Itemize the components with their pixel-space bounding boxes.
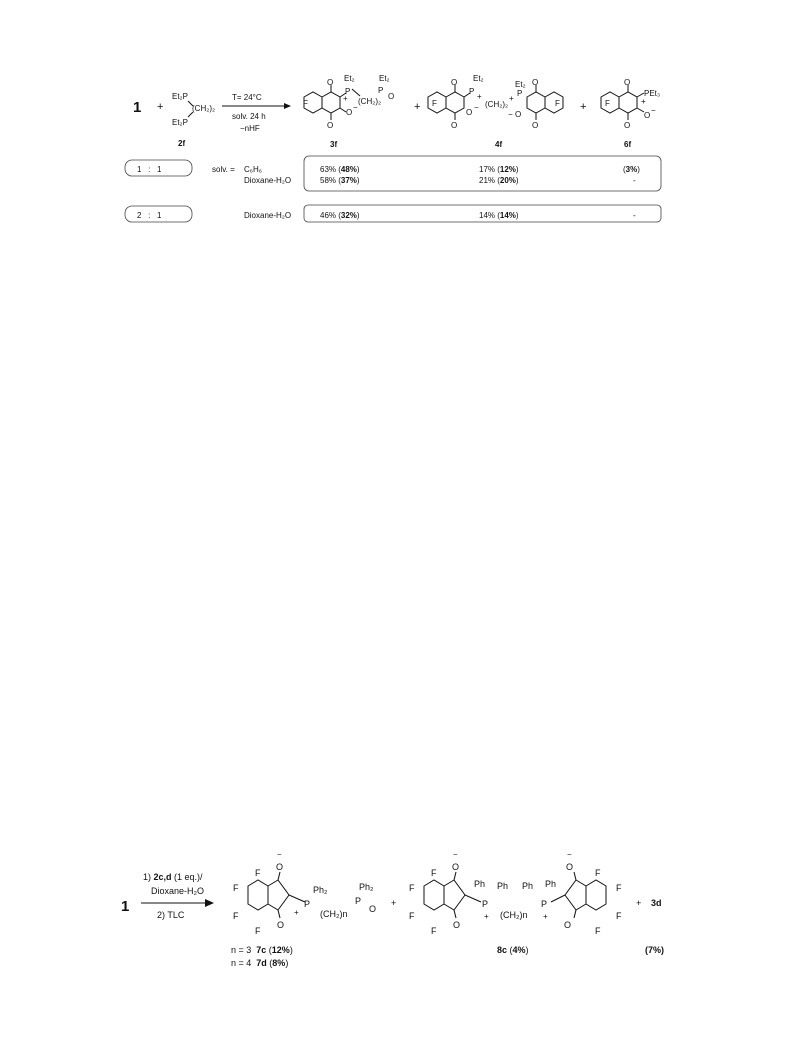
- scheme-2: [121, 850, 664, 968]
- product-3f: [303, 74, 394, 149]
- 8c-phosphonium-left: P: [482, 899, 489, 909]
- 4f-fluoro-ring-right: F: [555, 99, 560, 108]
- 4f-linker: (CH₂)₂: [485, 100, 509, 109]
- 4f-carbonyl-top-right: O: [532, 78, 539, 87]
- 4f-carbonyl-bottom-right: O: [532, 121, 539, 130]
- 8c-fluoro-7: F: [616, 911, 622, 921]
- 3f-charge-plus: +: [343, 94, 348, 103]
- reagent-2f-label: 2f: [178, 139, 186, 148]
- product-7: [231, 850, 376, 968]
- product-3d-yield: (7%): [645, 945, 665, 955]
- row2-yield-4f: 21% (20%): [479, 176, 519, 185]
- plus-sign-5: +: [636, 898, 642, 908]
- 4f-carbonyl-bottom-left: O: [451, 121, 458, 130]
- reactant-1-label-2: 1: [121, 898, 130, 915]
- 4f-et2-right: Et₂: [515, 80, 526, 89]
- row2-yield-6f: -: [633, 176, 636, 185]
- 8c-fluoro-3: F: [409, 911, 415, 921]
- arrow-condition-solvent: solv. 24 h: [232, 112, 266, 121]
- 3f-phosphine-oxide-o: O: [388, 92, 395, 101]
- product-3d-label: 3d: [651, 898, 662, 908]
- product-3f-label: 3f: [330, 140, 338, 149]
- product-6f-label: 6f: [624, 140, 632, 149]
- product-6f: [601, 78, 660, 149]
- 7-ph2-b: Ph₂: [359, 882, 374, 892]
- 8c-ph-1: Ph: [474, 879, 486, 889]
- row3-yield-3f: 46% (32%): [320, 211, 360, 220]
- 6f-carbonyl-top: O: [624, 78, 631, 87]
- reaction-arrow-2: [141, 872, 214, 920]
- solvent-dioxane-1: Dioxane-H₂O: [244, 176, 292, 185]
- 6f-charge-plus: +: [641, 97, 646, 106]
- row3-yield-4f: 14% (14%): [479, 211, 519, 220]
- row2-yield-3f: 58% (37%): [320, 176, 360, 185]
- 7-phosphine-oxide-p: P: [355, 896, 362, 906]
- 3f-charge-minus: −: [353, 103, 358, 112]
- reaction-arrow-1: [222, 93, 291, 133]
- 7-fluoro-3: F: [233, 911, 239, 921]
- plus-sign-3: +: [580, 101, 587, 113]
- 4f-phosphonium-right: P: [517, 89, 523, 98]
- 3f-phosphine-oxide-p: P: [378, 86, 384, 95]
- 7-fluoro-4: F: [255, 926, 261, 936]
- scheme-1: [125, 74, 661, 222]
- 7-phosphine-oxide-o: O: [369, 904, 377, 914]
- 4f-oxide-left: O: [466, 108, 473, 117]
- reagent-group-et2p-top: Et₂P: [172, 92, 188, 101]
- 8c-fluoro-6: F: [616, 883, 622, 893]
- 8c-charge-minus-left: −: [453, 850, 458, 859]
- ratio-1-1: 1 : 1: [137, 165, 162, 174]
- solvent-prefix: solv. =: [212, 165, 235, 174]
- ratio-2-1: 2 : 1: [137, 211, 162, 220]
- 8c-fluoro-2: F: [409, 883, 415, 893]
- 8c-carbonyl-left: O: [453, 920, 461, 930]
- solvent-dioxane-2: Dioxane-H₂O: [244, 211, 292, 220]
- 8c-entry: 8c (4%): [497, 945, 529, 955]
- step1-reagent: 1) 2c,d (1 eq.)/: [143, 872, 203, 882]
- 4f-charge-minus-left: −: [474, 103, 479, 112]
- 8c-ph-4: Ph: [545, 879, 557, 889]
- product-4f: [428, 74, 563, 149]
- 6f-fluoro-ring: F: [605, 99, 610, 108]
- arrow-condition-hf: −nHF: [240, 124, 260, 133]
- 8c-oxide-left: O: [452, 862, 460, 872]
- reagent-group-et2p-bottom: Et₂P: [172, 118, 188, 127]
- 6f-carbonyl-bottom: O: [624, 121, 631, 130]
- 3f-linker: (CH₂)₂: [358, 97, 382, 106]
- 8c-fluoro-1: F: [431, 868, 437, 878]
- plus-sign: +: [157, 101, 164, 113]
- solvent-benzene: C₆H₆: [244, 165, 263, 174]
- 7c-entry: n = 3 7c (12%): [231, 945, 293, 955]
- 3f-phosphonium: P: [345, 87, 351, 96]
- step2-tlc: 2) TLC: [157, 910, 185, 920]
- 6f-charge-minus: −: [651, 106, 656, 115]
- yield-table: [125, 156, 661, 222]
- 4f-charge-plus-left: +: [477, 92, 482, 101]
- row3-yield-6f: -: [633, 211, 636, 220]
- 7-carbonyl: O: [277, 920, 285, 930]
- 3f-fluoro-ring: F: [303, 99, 308, 108]
- 8c-fluoro-8: F: [595, 926, 601, 936]
- 8c-charge-minus-right: −: [567, 850, 572, 859]
- arrow-condition-temp: T= 24°C: [232, 93, 262, 102]
- row1-yield-3f: 63% (48%): [320, 165, 360, 174]
- 4f-charge-plus-right: +: [509, 94, 514, 103]
- 4f-charge-minus-right: −: [508, 110, 513, 119]
- 8c-fluoro-5: F: [595, 868, 601, 878]
- 4f-phosphonium-left: P: [469, 87, 475, 96]
- 8c-fluoro-4: F: [431, 926, 437, 936]
- reagent-2f: [172, 92, 215, 148]
- row1-yield-4f: 17% (12%): [479, 165, 519, 174]
- 7-charge-plus: +: [294, 908, 299, 917]
- 8c-ph-3: Ph: [522, 881, 534, 891]
- step1-solvent: Dioxane-H₂O: [151, 886, 205, 896]
- product-4f-label: 4f: [495, 140, 503, 149]
- 3f-carbonyl-top: O: [327, 78, 334, 87]
- 4f-oxide-right: O: [515, 110, 522, 119]
- 8c-linker: (CH₂)n: [500, 910, 528, 920]
- plus-sign-2: +: [414, 101, 421, 113]
- 8c-ph-2: Ph: [497, 881, 509, 891]
- 7-oxide: O: [276, 862, 284, 872]
- 8c-charge-plus-right: +: [543, 912, 548, 921]
- plus-sign-4: +: [391, 898, 397, 908]
- 8c-carbonyl-right: O: [564, 920, 572, 930]
- 4f-fluoro-ring-left: F: [432, 99, 437, 108]
- 4f-et2-left: Et₂: [473, 74, 484, 83]
- product-8c: [409, 850, 622, 955]
- 8c-phosphonium-right: P: [541, 899, 548, 909]
- 7-ph2-a: Ph₂: [313, 885, 328, 895]
- 3f-et2-a: Et₂: [344, 74, 355, 83]
- 6f-pet3: PEt₃: [644, 89, 661, 98]
- reactant-1-label: 1: [133, 99, 142, 116]
- 8c-charge-plus-left: +: [484, 912, 489, 921]
- 4f-carbonyl-top-left: O: [451, 78, 458, 87]
- 7d-entry: n = 4 7d (8%): [231, 958, 289, 968]
- 7-linker: (CH₂)n: [320, 909, 348, 919]
- 7-fluoro-1: F: [255, 868, 261, 878]
- 7-charge-minus: −: [277, 850, 282, 859]
- 3f-et2-b: Et₂: [379, 74, 390, 83]
- 6f-oxide: O: [644, 111, 651, 120]
- 3f-carbonyl-bottom: O: [327, 121, 334, 130]
- row1-yield-6f: (3%): [623, 165, 640, 174]
- reagent-group-ch2: (CH₂)₂: [192, 104, 216, 113]
- 3f-oxide: O: [346, 108, 353, 117]
- 7-phosphonium: P: [304, 899, 311, 909]
- 7-fluoro-2: F: [233, 883, 239, 893]
- 8c-oxide-right: O: [566, 862, 574, 872]
